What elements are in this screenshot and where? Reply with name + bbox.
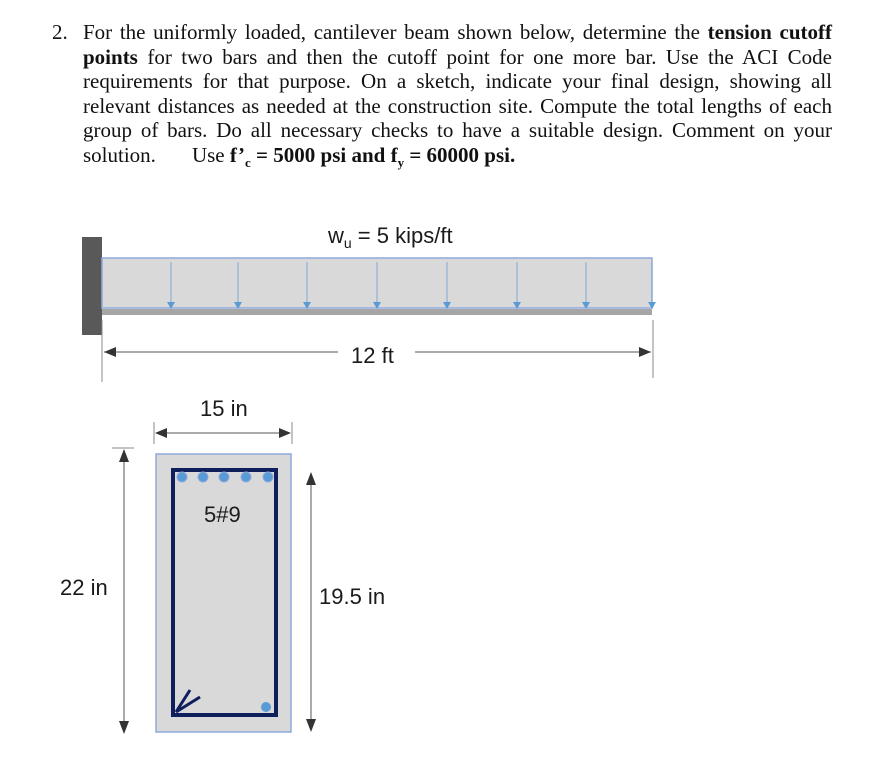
problem-bold-tension-cutoff: tension cutoff points: [83, 20, 832, 69]
fc-label: f’: [229, 142, 246, 167]
depth-arrowhead-bottom: [306, 719, 316, 732]
width-arrowhead-right: [279, 428, 291, 438]
bottom-corner-bar: [261, 702, 271, 712]
fy-label: f: [390, 142, 398, 167]
fc-value: = 5000 psi and: [250, 142, 391, 167]
rebar: [263, 472, 273, 482]
fixed-support-wall: [82, 237, 102, 335]
height-arrowhead-bottom: [119, 721, 129, 734]
span-arrowhead-right: [639, 347, 651, 357]
height-label: 22 in: [60, 575, 108, 600]
beam-cross-section: [156, 454, 291, 732]
fy-sub: y: [397, 154, 405, 170]
rebar: [219, 472, 229, 482]
cantilever-beam: [102, 309, 652, 315]
use-text: Use: [191, 142, 230, 167]
rebar: [198, 472, 208, 482]
problem-number: 2.: [52, 20, 68, 44]
depth-label: 19.5 in: [319, 584, 386, 609]
width-arrowhead-left: [155, 428, 167, 438]
problem-text-1: For the uniformly loaded, cantilever beam shown below, determine the: [83, 20, 708, 44]
depth-arrowhead-top: [306, 472, 316, 485]
fc-sub: c: [245, 154, 251, 170]
fy-value: = 60000 psi.: [404, 142, 516, 167]
rebar: [177, 472, 187, 482]
span-label: 12 ft: [351, 343, 394, 368]
problem-text-2: for two bars and then the cutoff point for one more bar. Use the ACI Code requirements for that purpose. On a sketch, indicate your final design, showing all relevant distances as needed at the construction site. Compute the total lengths of each group of bars. Do all necessary checks to have a suitable design. Comment on your solution.: [83, 44, 832, 167]
span-arrowhead-left: [104, 347, 116, 357]
bars-label: 5#9: [204, 502, 241, 527]
rebar: [241, 472, 251, 482]
height-arrowhead-top: [119, 449, 129, 462]
width-label: 15 in: [200, 396, 248, 421]
load-label: $w_u = 5$ kips/ft: [328, 223, 453, 251]
